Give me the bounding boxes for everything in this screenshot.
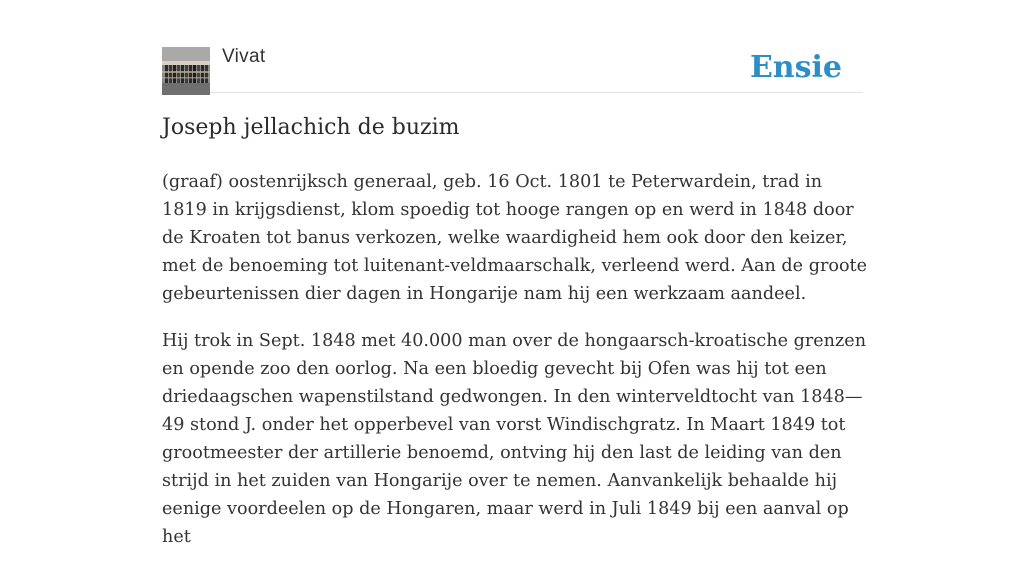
article-paragraph: (graaf) oostenrijksch generaal, geb. 16 Oct. 1801 te Peterwardein, trad in 1819 in krijgsdienst, klom spoedig tot hooge rangen op en werd in 1848 door de Kroaten tot banus verkozen, welke waardigheid hem ook door den keizer, met de benoeming tot luitenant-veldmaarschalk, verleend werd. Aan de groote gebeurtenissen dier dagen in Hongarije nam hij een werkzaam aandeel. xyxy=(162,172,868,304)
brand-logo-link[interactable]: Ensie xyxy=(749,50,842,85)
article-title: Joseph jellachich de buzim xyxy=(162,115,460,140)
article-body xyxy=(162,168,872,570)
header xyxy=(162,46,862,93)
article-paragraph: Hij trok in Sept. 1848 met 40.000 man over de hongaarsch-kroatische grenzen en opende zoo den oorlog. Na een bloedig gevecht bij Ofen was hij tot een driedaagschen wapenstilstand gedwongen. In den winterveldtocht van 1848—49 stond J. onder het opperbevel van vorst Windischgratz. In Maart 1849 tot grootmeester der artillerie benoemd, ontving hij den last de leiding van den strijd in het zuiden van Hongarije over te nemen. Aanvankelijk behaalde hij eenige voordeelen op de Hongaren, maar werd in Juli 1849 bij een aanval op het xyxy=(162,331,867,547)
books-avatar-icon[interactable] xyxy=(162,47,210,95)
source-name-link[interactable]: Vivat xyxy=(222,46,266,67)
